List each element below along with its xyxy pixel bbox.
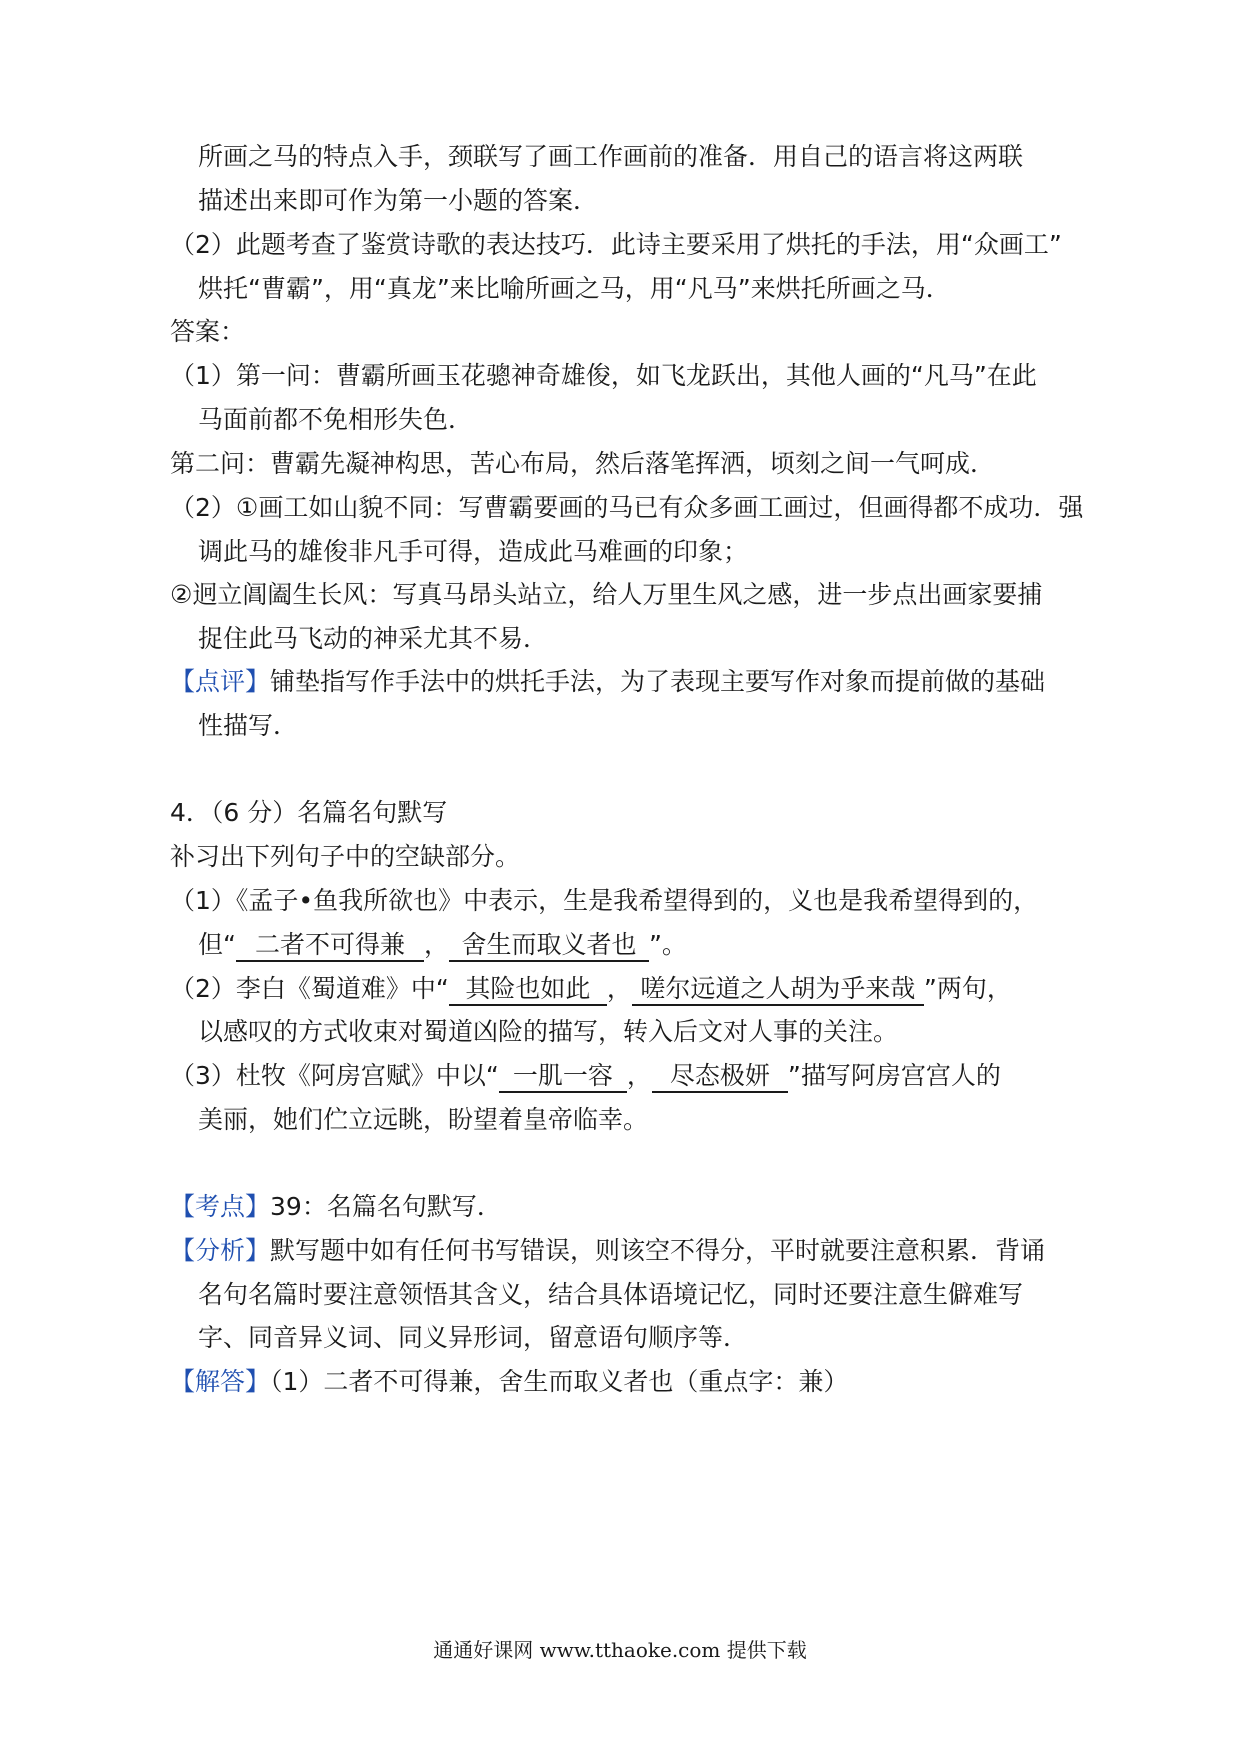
s1-blank-answer-b: 舍生而取义者也 <box>449 930 649 962</box>
comment-line-2: 性描写． <box>198 711 299 740</box>
analysis-line-2: 描述出来即可作为第一小题的答案． <box>198 186 599 215</box>
jieda-text: （1）二者不可得兼，舍生而取义者也（重点字：兼） <box>270 1367 849 1396</box>
fenxi-line-3: 字、同音异义词、同义异形词，留意语句顺序等． <box>198 1323 749 1352</box>
answer-q1-line-2: 马面前都不免相形失色． <box>198 405 474 434</box>
analysis-line-3: （2）此题考查了鉴赏诗歌的表达技巧．此诗主要采用了烘托的手法，用“众画工” <box>170 230 1062 259</box>
question4-title: 4．（6 分）名篇名句默写 <box>170 798 448 827</box>
kaodian-line <box>170 1190 502 1224</box>
s2-separator: ， <box>606 974 632 1003</box>
question4-s1-line-2 <box>198 928 687 962</box>
question4-s1-line-1: （1）《孟子•鱼我所欲也》中表示，生是我希望得到的，义也是我希望得到的， <box>170 886 1039 915</box>
s1-prefix: 但“ <box>198 930 236 959</box>
kaodian-tag: 【考点】 <box>170 1192 271 1221</box>
answer-q2-line-4: 捉住此马飞动的神采尤其不易． <box>198 624 549 653</box>
answer-q2-line-1: （2）①画工如山貌不同：写曹霸要画的马已有众多画工画过，但画得都不成功．强 <box>170 493 1084 522</box>
s1-separator: ， <box>423 930 449 959</box>
question4-instruction: 补习出下列句子中的空缺部分。 <box>170 842 521 871</box>
question4-s2-line-2: 以感叹的方式收束对蜀道凶险的描写，转入后文对人事的关注。 <box>198 1017 899 1046</box>
question4-s2-line-1 <box>170 972 1012 1006</box>
kaodian-text: 39：名篇名句默写． <box>270 1192 502 1221</box>
s3-prefix: （3）杜牧《阿房宫赋》中以“ <box>170 1061 499 1090</box>
s2-blank-answer-a: 其险也如此 <box>449 974 607 1006</box>
question4-s3-line-2: 美丽，她们伫立远眺，盼望着皇帝临幸。 <box>198 1105 649 1134</box>
s3-suffix: ”描写阿房宫宫人的 <box>787 1061 1001 1090</box>
s2-suffix: ”两句， <box>923 974 1012 1003</box>
comment-text-1: 铺垫指写作手法中的烘托手法，为了表现主要写作对象而提前做的基础 <box>270 667 1046 696</box>
jieda-tag: 【解答】 <box>170 1367 271 1396</box>
s3-blank-answer-b: 尽态极妍 <box>652 1061 788 1093</box>
page-footer: 通通好课网 www.tthaoke.com 提供下载 <box>433 1638 807 1662</box>
s3-separator: ， <box>626 1061 652 1090</box>
analysis-line-4: 烘托“曹霸”，用“真龙”来比喻所画之马，用“凡马”来烘托所画之马． <box>198 274 951 303</box>
fenxi-tag: 【分析】 <box>170 1236 271 1265</box>
comment-tag: 【点评】 <box>170 667 271 696</box>
answer-label: 答案： <box>170 317 246 346</box>
s2-blank-answer-b: 嗟尔远道之人胡为乎来哉 <box>632 974 924 1006</box>
answer-q2-line-3: ②迥立阊阖生长风：写真马昂头站立，给人万里生风之感，进一步点出画家要捕 <box>170 580 1043 609</box>
fenxi-text-1: 默写题中如有任何书写错误，则该空不得分，平时就要注意积累．背诵 <box>270 1236 1046 1265</box>
s2-prefix: （2）李白《蜀道难》中“ <box>170 974 449 1003</box>
s1-blank-answer-a: 二者不可得兼 <box>236 930 424 962</box>
analysis-line-1: 所画之马的特点入手，颈联写了画工作画前的准备．用自己的语言将这两联 <box>198 142 1024 171</box>
s1-suffix: ”。 <box>648 930 687 959</box>
s3-blank-answer-a: 一肌一容 <box>499 1061 627 1093</box>
question4-s3-line-1 <box>170 1059 1001 1093</box>
jieda-line <box>170 1365 848 1399</box>
answer-q1-line-1: （1）第一问：曹霸所画玉花骢神奇雄俊，如飞龙跃出，其他人画的“凡马”在此 <box>170 361 1037 390</box>
comment-line-1 <box>170 665 1045 699</box>
answer-q2-line-2: 调此马的雄俊非凡手可得，造成此马难画的印象； <box>198 537 749 566</box>
answer-q1-line-3: 第二问：曹霸先凝神构思，苦心布局，然后落笔挥洒，顷刻之间一气呵成． <box>170 449 996 478</box>
fenxi-line-1 <box>170 1234 1045 1268</box>
fenxi-line-2: 名句名篇时要注意领悟其含义，结合具体语境记忆，同时还要注意生僻难写 <box>198 1280 1024 1309</box>
